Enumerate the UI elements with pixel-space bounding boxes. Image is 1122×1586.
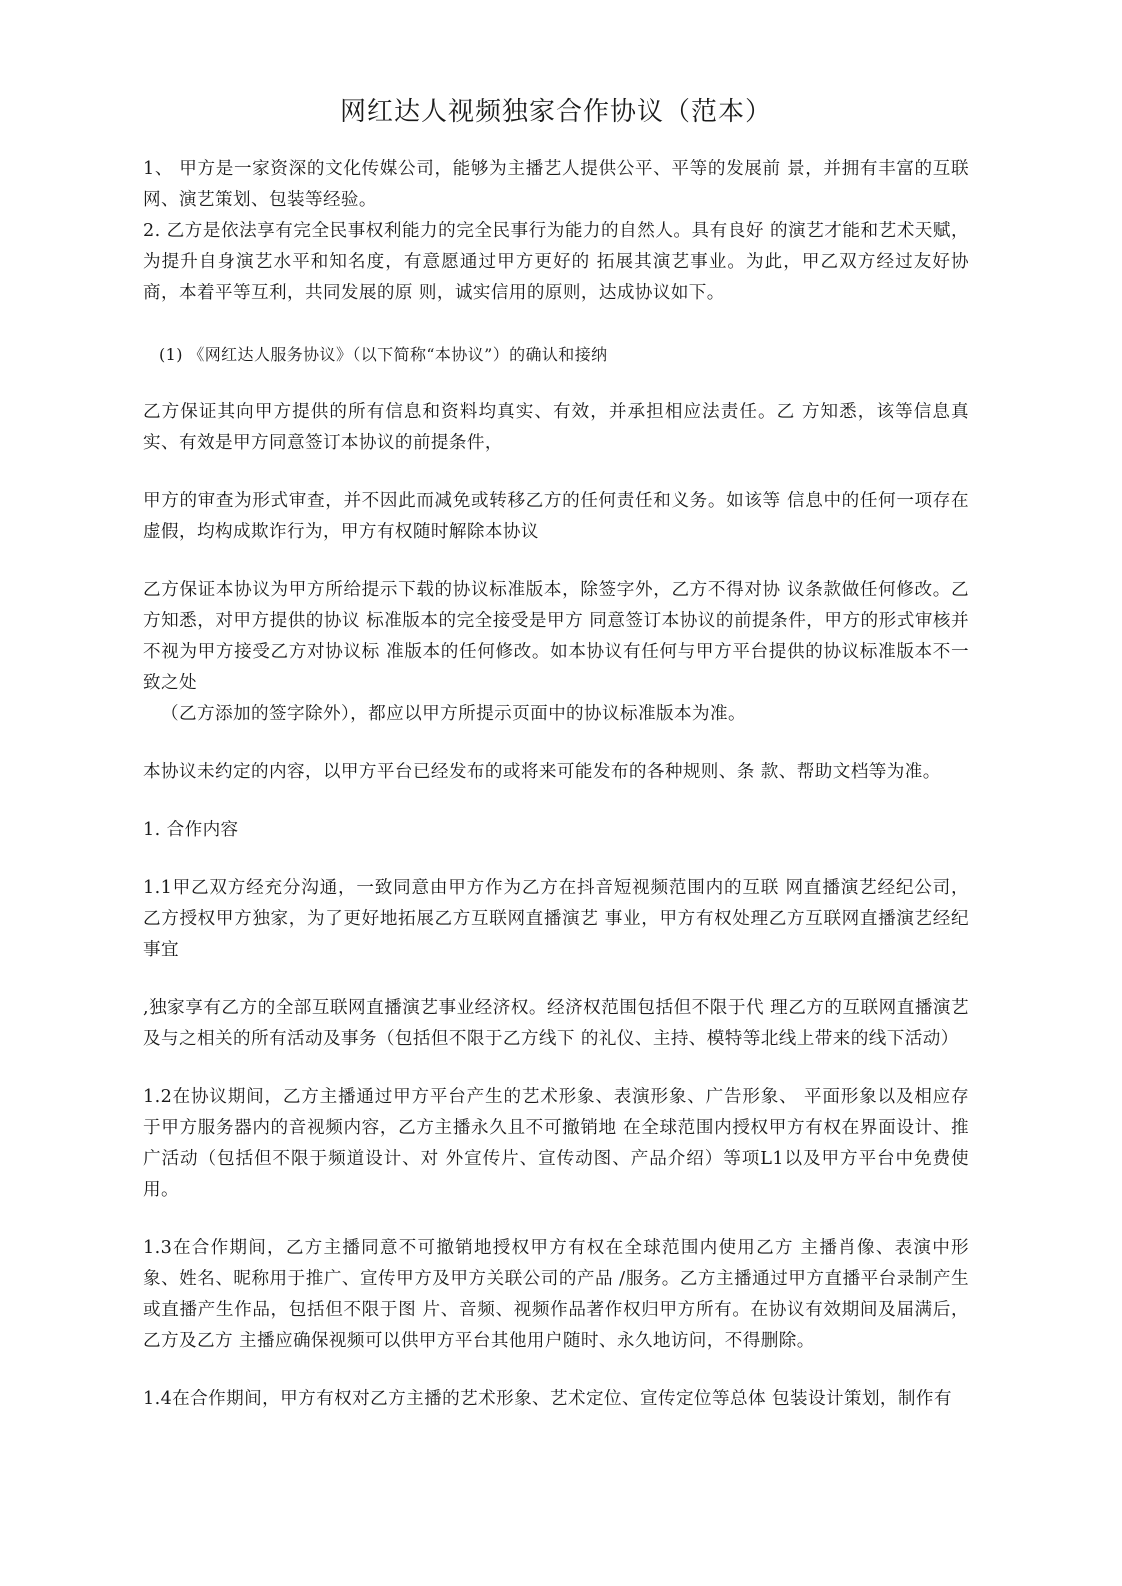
clause-1-1-continued: ,独家享有乙方的全部互联网直播演艺事业经济权。经济权范围包括但不限于代 理乙方的互联网直播演艺及与之相关的所有活动及事务（包括但不限于乙方线下 的礼仪、主持、模特等北线上带来的线下活动） (143, 998, 969, 1049)
clause-1-3: 1.3在合作期间，乙方主播同意不可撤销地授权甲方有权在全球范围内使用乙方 主播肖像、表演中形象、姓名、昵称用于推广、宣传甲方及甲方关联公司的产品 /服务。乙方主播通过甲方直播平台录制产生或直播产生作品，包括但不限于图 片、音频、视频作品著作权归甲方所有。在协议有效期间及届满后，乙方及乙方 主播应确保视频可以供甲方平台其他用户随时、永久地访问，不得删除。 (143, 1238, 969, 1351)
confirm-paragraph-2: 甲方的审查为形式审查，并不因此而减免或转移乙方的任何责任和义务。如该等 信息中的任何一项存在虚假，均构成欺诈行为，甲方有权随时解除本协议 (143, 491, 969, 542)
confirm-paragraph-4: （乙方添加的签字除外），都应以甲方所提示页面中的协议标准版本为准。 (161, 704, 746, 724)
section-1-heading: 1. 合作内容 (143, 820, 239, 840)
clause-1-1: 1.1甲乙双方经充分沟通，一致同意由甲方作为乙方在抖音短视频范围内的互联 网直播演艺经纪公司，乙方授权甲方独家，为了更好地拓展乙方互联网直播演艺 事业，甲方有权处理乙方互联网直播演艺经纪事宜 (143, 878, 969, 960)
clause-1-2: 1.2在协议期间，乙方主播通过甲方平台产生的艺术形象、表演形象、广告形象、 平面形象以及相应存于甲方服务器内的音视频内容，乙方主播永久且不可撤销地 在全球范围内授权甲方有权在界面设计、推广活动（包括但不限于频道设计、对 外宣传片、宣传动图、产品介绍）等项L1以及甲方平台中免费使用。 (143, 1087, 969, 1200)
confirm-paragraph-3: 乙方保证本协议为甲方所给提示下载的协议标准版本，除签字外，乙方不得对协 议条款做任何修改。乙方知悉，对甲方提供的协议 标准版本的完全接受是甲方 同意签订本协议的前提条件，甲方的形式审核并不视为甲方接受乙方对协议标 准版本的任何修改。如本协议有任何与甲方平台提供的协议标准版本不一致之处 (143, 580, 969, 693)
document-page (143, 92, 969, 1415)
agreement-confirmation-heading: (1) 《网红达人服务协议》（以下简称“本协议”）的确认和接纳 (159, 345, 608, 364)
intro-paragraph-1: 1、 甲方是一家资深的文化传媒公司，能够为主播艺人提供公平、平等的发展前 景，并拥有丰富的互联网、演艺策划、包装等经验。 (143, 159, 969, 210)
clause-1-4: 1.4在合作期间，甲方有权对乙方主播的艺术形象、艺术定位、宣传定位等总体 包装设计策划，制作有 (143, 1389, 952, 1409)
confirm-paragraph-1: 乙方保证其向甲方提供的所有信息和资料均真实、有效，并承担相应法责任。乙 方知悉，该等信息真实、有效是甲方同意签订本协议的前提条件， (143, 402, 969, 453)
intro-paragraph-2: 2. 乙方是依法享有完全民事权利能力的完全民事行为能力的自然人。具有良好 的演艺才能和艺术天赋，为提升自身演艺水平和知名度，有意愿通过甲方更好的 拓展其演艺事业。为此，甲乙双方经过友好协商，本着平等互利，共同发展的原 则，诚实信用的原则，达成协议如下。 (143, 221, 969, 303)
document-title: 网红达人视频独家合作协议（范本） (339, 97, 772, 127)
confirm-paragraph-5: 本协议未约定的内容，以甲方平台已经发布的或将来可能发布的各种规则、条 款、帮助文档等为准。 (143, 762, 941, 782)
